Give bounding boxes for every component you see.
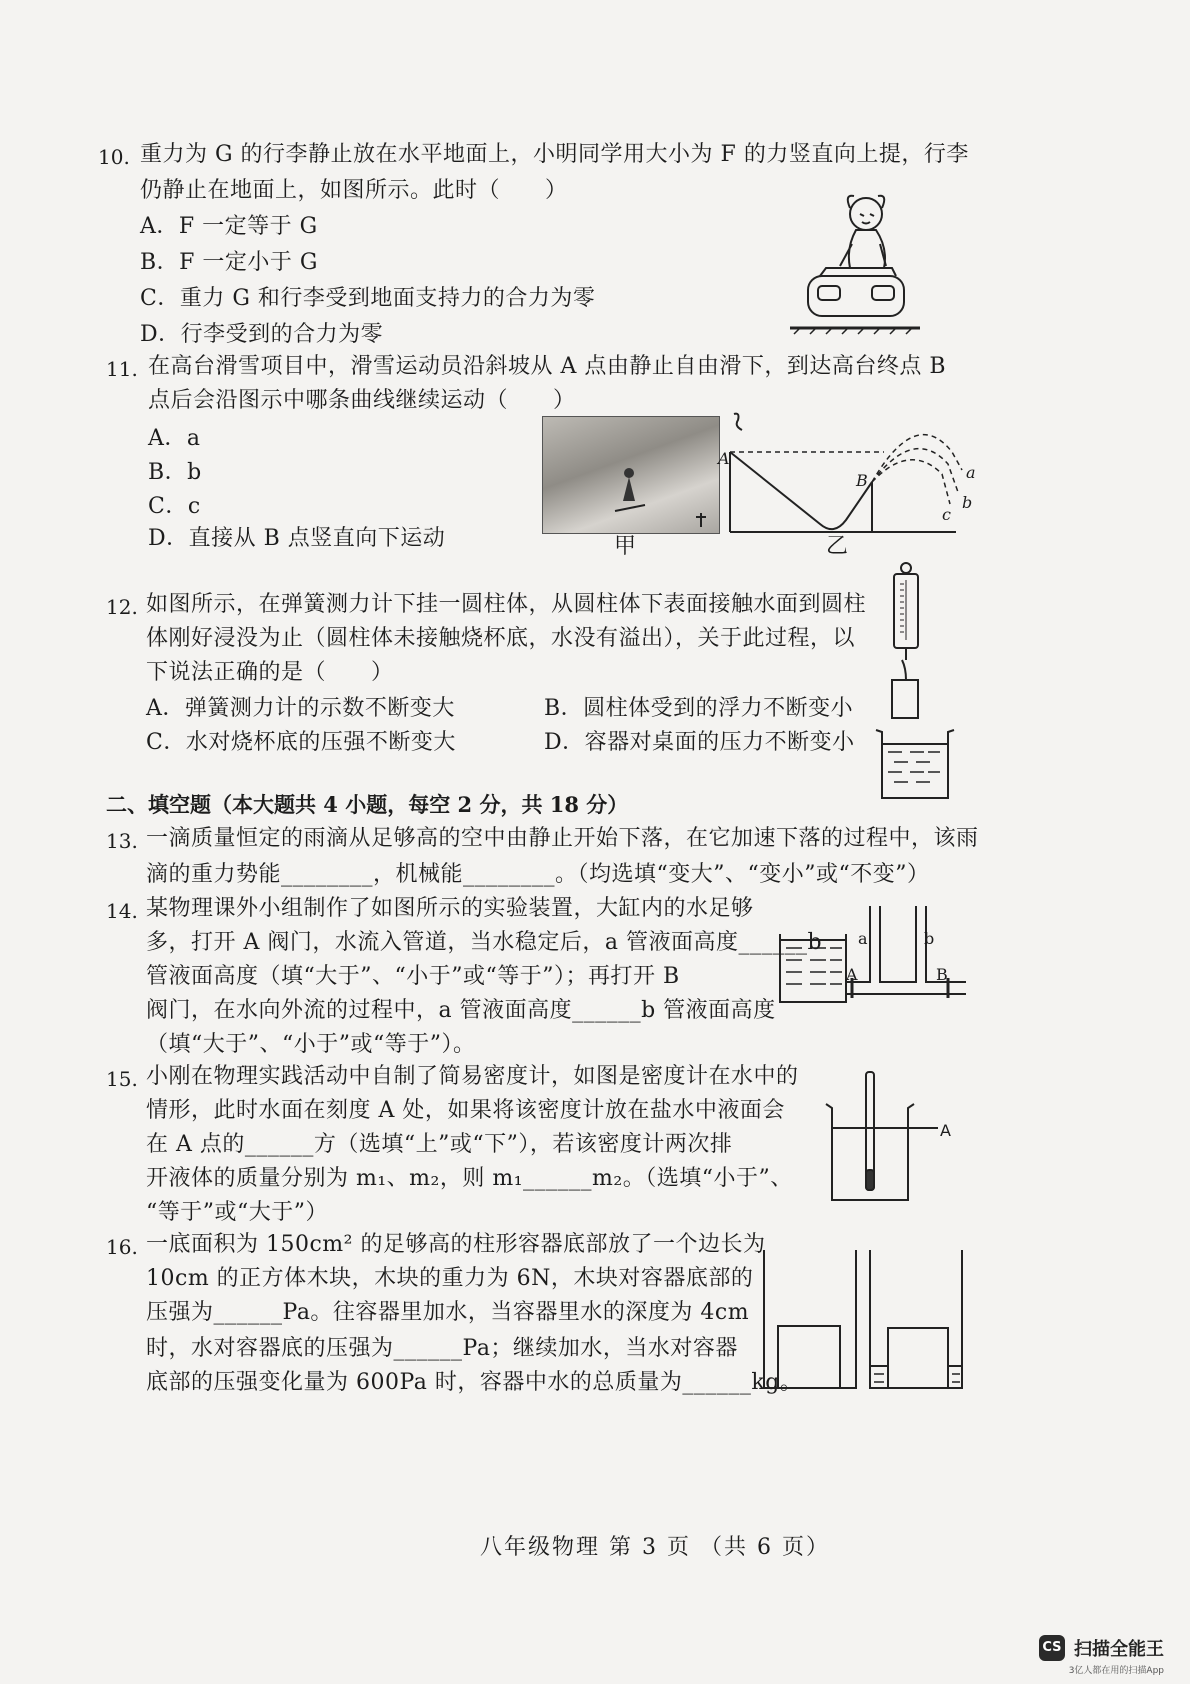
q16-figure-containers bbox=[760, 1248, 966, 1394]
q15-figure-densimeter bbox=[822, 1070, 942, 1206]
q16-line5: 底部的压强变化量为 600Pa 时，容器中水的总质量为______kg。 bbox=[146, 1370, 803, 1395]
q15-number: 15. bbox=[106, 1067, 138, 1091]
q14-line3: 管液面高度（填“大于”、“小于”或“等于”）；再打开 B bbox=[146, 964, 680, 989]
q11-label-yi: 乙 bbox=[826, 534, 849, 559]
q14-figure-tank-tubes bbox=[776, 904, 970, 1014]
q12-stem-line1: 如图所示，在弹簧测力计下挂一圆柱体，从圆柱体下表面接触水面到圆柱 bbox=[146, 592, 867, 617]
q11-diagram-yi bbox=[716, 412, 986, 552]
q11-label-B: B bbox=[856, 471, 869, 490]
q12-stem-line2: 体刚好浸没为止（圆柱体未接触烧杯底，水没有溢出），关于此过程，以 bbox=[146, 626, 856, 651]
watermark-tagline: 3亿人都在用的扫描App bbox=[1068, 1666, 1164, 1676]
q15-line3: 在 A 点的______方（选填“上”或“下”），若该密度计两次排 bbox=[146, 1132, 733, 1157]
q10-option-a: A．F 一定等于 G bbox=[140, 214, 318, 239]
q15-line2: 情形，此时水面在刻度 A 处，如果将该密度计放在盐水中液面会 bbox=[146, 1098, 785, 1123]
watermark-app-name: 扫描全能王 bbox=[1074, 1639, 1164, 1660]
q13-line1: 一滴质量恒定的雨滴从足够高的空中由静止开始下落，在它加速下落的过程中，该雨 bbox=[146, 826, 979, 851]
q11-option-a: A．a bbox=[148, 426, 201, 451]
q14-label-A: A bbox=[846, 965, 859, 984]
q15-line5: “等于”或“大于”） bbox=[146, 1200, 328, 1225]
q10-option-b: B．F 一定小于 G bbox=[140, 250, 318, 275]
q11-label-A: A bbox=[718, 449, 731, 468]
q14-label-B: B bbox=[936, 965, 949, 984]
q12-option-b: B．圆柱体受到的浮力不断变小 bbox=[544, 696, 854, 721]
q11-number: 11. bbox=[106, 357, 138, 381]
q14-label-b: b bbox=[924, 929, 935, 948]
q16-line4: 时，水对容器底的压强为______Pa；继续加水，当水对容器 bbox=[146, 1336, 738, 1361]
page-footer: 八年级物理 第 3 页 （共 6 页） bbox=[480, 1535, 830, 1560]
section-2-heading: 二、填空题（本大题共 4 小题，每空 2 分，共 18 分） bbox=[106, 792, 629, 817]
q11-option-c: C．c bbox=[148, 494, 201, 519]
q15-label-A: A bbox=[940, 1121, 952, 1140]
camscanner-logo-icon: CS bbox=[1039, 1635, 1065, 1661]
q13-number: 13. bbox=[106, 829, 138, 853]
q12-number: 12. bbox=[106, 595, 138, 619]
q16-line1: 一底面积为 150cm² 的足够高的柱形容器底部放了一个边长为 bbox=[146, 1232, 766, 1257]
q11-label-c: c bbox=[942, 505, 952, 524]
q12-option-d: D．容器对桌面的压力不断变小 bbox=[544, 730, 855, 755]
q11-stem-line2: 点后会沿图示中哪条曲线继续运动（ ） bbox=[148, 388, 576, 413]
q10-option-c: C．重力 G 和行李受到地面支持力的合力为零 bbox=[140, 286, 596, 311]
q11-option-d: D．直接从 B 点竖直向下运动 bbox=[148, 526, 446, 551]
skier-icon bbox=[543, 417, 719, 533]
q11-label-a: a bbox=[966, 463, 977, 482]
q16-line3: 压强为______Pa。往容器里加水，当容器里水的深度为 4cm bbox=[146, 1300, 750, 1325]
scanner-watermark bbox=[1039, 1635, 1164, 1676]
q11-option-b: B．b bbox=[148, 460, 202, 485]
q11-label-jia: 甲 bbox=[614, 534, 637, 559]
q12-option-a: A．弹簧测力计的示数不断变大 bbox=[146, 696, 455, 721]
q12-stem-line3: 下说法正确的是（ ） bbox=[146, 660, 394, 685]
q10-figure-girl-luggage bbox=[784, 188, 924, 336]
q12-figure-spring-scale-beaker bbox=[870, 560, 960, 806]
q12-option-c: C．水对烧杯底的压强不断变大 bbox=[146, 730, 456, 755]
q14-line2: 多，打开 A 阀门，水流入管道，当水稳定后，a 管液面高度______b bbox=[146, 930, 823, 955]
q11-photo-jia bbox=[542, 416, 720, 534]
q16-number: 16. bbox=[106, 1235, 138, 1259]
q16-line2: 10cm 的正方体木块，木块的重力为 6N，木块对容器底部的 bbox=[146, 1266, 754, 1291]
q10-stem-line2: 仍静止在地面上，如图所示。此时（ ） bbox=[140, 178, 568, 203]
q10-number: 10. bbox=[98, 145, 130, 169]
q15-line4: 开液体的质量分别为 m₁、m₂，则 m₁______m₂。（选填“小于”、 bbox=[146, 1166, 793, 1191]
q14-number: 14. bbox=[106, 899, 138, 923]
q14-label-a: a bbox=[858, 929, 869, 948]
q14-line5: （填“大于”、“小于”或“等于”）。 bbox=[146, 1032, 476, 1057]
q15-line1: 小刚在物理实践活动中自制了简易密度计，如图是密度计在水中的 bbox=[146, 1064, 799, 1089]
q13-line2: 滴的重力势能________，机械能________。（均选填“变大”、“变小”或“不变”） bbox=[146, 862, 930, 887]
q11-stem-line1: 在高台滑雪项目中，滑雪运动员沿斜坡从 A 点由静止自由滑下，到达高台终点 B bbox=[148, 354, 947, 379]
q10-stem-line1: 重力为 G 的行李静止放在水平地面上，小明同学用大小为 F 的力竖直向上提，行李 bbox=[140, 142, 969, 167]
q10-option-d: D．行李受到的合力为零 bbox=[140, 322, 384, 347]
q14-line1: 某物理课外小组制作了如图所示的实验装置，大缸内的水足够 bbox=[146, 896, 754, 921]
q11-label-b: b bbox=[962, 493, 973, 512]
q14-line4: 阀门，在水向外流的过程中，a 管液面高度______b 管液面高度 bbox=[146, 998, 776, 1023]
